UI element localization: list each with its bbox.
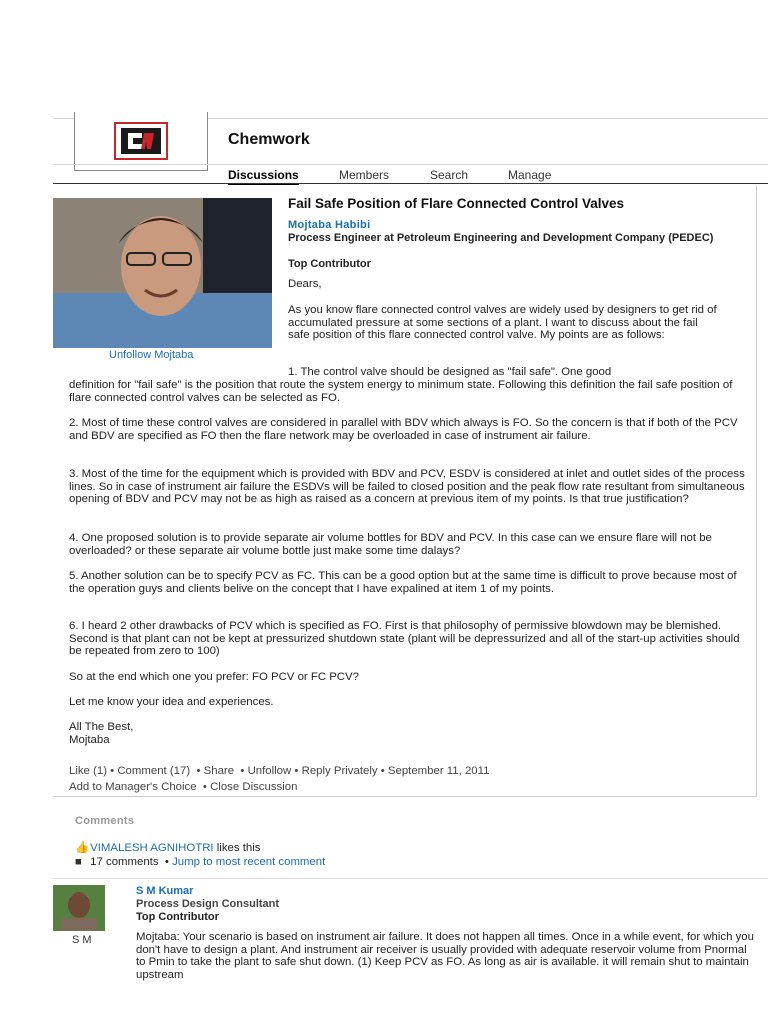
action-separator: • [110, 765, 115, 777]
comments-header: Comments [75, 815, 135, 827]
post-author-title: Process Engineer at Petroleum Engineering and Development Company (PEDEC) [288, 232, 714, 244]
tab-search[interactable]: Search [430, 168, 469, 182]
close-discussion-link[interactable]: Close Discussion [210, 781, 298, 793]
commenter-avatar[interactable] [53, 885, 105, 931]
post-point-5: 5. Another solution can be to specify PCV as FC. This can be a good option but at the same time is difficult to prove because most of the operation guys and clients belive on the concept that I have expalined at item 1 of my points. [69, 570, 737, 595]
comment-bubble-icon: ■ [75, 856, 82, 868]
author-photo-icon [53, 198, 272, 348]
unfollow-author-link[interactable]: Unfollow Mojtaba [109, 349, 194, 361]
post-point-1a: 1. The control valve should be designed as "fail safe". One good [288, 366, 612, 378]
post-author-badge: Top Contributor [288, 258, 371, 270]
action-separator: • [294, 765, 299, 777]
tab-members[interactable]: Members [339, 168, 390, 182]
post-author-name[interactable]: Mojtaba Habibi [288, 219, 371, 231]
post-point-2: 2. Most of time these control valves are considered in parallel with BDV which always is FO. So the concern is that if both of the PCV and BDV are specified as FO then the flare network may be overloaded in case of instrument air failure. [69, 417, 738, 442]
liker-name-link[interactable]: VIMALESH AGNIHOTRI [90, 842, 214, 854]
unfollow-link[interactable]: Unfollow [247, 765, 292, 777]
post-actions [69, 765, 489, 777]
post-admin-actions [69, 781, 297, 793]
action-separator: • [240, 765, 245, 777]
post-signoff: All The Best, [69, 721, 134, 733]
post-intro: As you know flare connected control valves are widely used by designers to get rid of accumulated pressure at some sections of a plant. I want to discuss about the fail safe position of this flare connected control valve. My points are as follows: [288, 304, 717, 342]
comment-body: Mojtaba: Your scenario is based on instrument air failure. It does not happen all times. Once in a while event, for which you don't have to design a plant. And instrument air receiver is usually provided with adequate reservoir volume from Pnormal to Pmin to take the plant to safe shut down. (1) Keep PCV as FO. As long as air is available. it will remain shut to maintain upstream [136, 931, 754, 982]
reply-privately-link[interactable]: Reply Privately [301, 765, 378, 777]
tabs-bottom-rule [53, 183, 768, 184]
post-date: September 11, 2011 [387, 765, 490, 777]
post-signature: Mojtaba [69, 734, 110, 746]
likes-suffix: likes this [216, 842, 261, 854]
tab-manage[interactable]: Manage [508, 168, 552, 182]
post-point-4: 4. One proposed solution is to provide separate air volume bottles for BDV and PCV. In this case can we ensure flare will not be overloaded? or these separate air volume bottle just make some time dalays? [69, 532, 712, 557]
comments-count: 17 comments [90, 856, 159, 868]
action-separator: • [196, 765, 201, 777]
group-name[interactable]: Chemwork [228, 131, 310, 148]
comment-divider [53, 878, 768, 879]
post-point-1b: definition for "fail safe" is the position that route the system energy to minimum state. Following this definition the fail safe position of flare connected control valves can be selected as FO. [69, 379, 733, 404]
commenter-title: Process Design Consultant [136, 898, 280, 910]
commenter-initials: S M [72, 934, 92, 946]
comment-link[interactable]: Comment (17) [117, 765, 191, 777]
like-link[interactable]: Like (1) [69, 765, 107, 777]
group-logo-icon [114, 122, 168, 160]
thumbs-up-icon: 👍 [75, 842, 90, 854]
likes-summary [75, 840, 260, 854]
post-greeting: Dears, [288, 278, 322, 290]
action-separator: • [202, 781, 207, 793]
group-logo-frame[interactable] [74, 112, 208, 171]
post-title[interactable]: Fail Safe Position of Flare Connected Control Valves [288, 196, 625, 211]
post-question: So at the end which one you prefer: FO PCV or FC PCV? [69, 671, 359, 683]
share-link[interactable]: Share [203, 765, 235, 777]
action-separator: • [164, 856, 169, 868]
jump-to-recent-link[interactable]: Jump to most recent comment [172, 856, 326, 868]
action-separator: • [380, 765, 385, 777]
commenter-badge: Top Contributor [136, 911, 219, 923]
post-point-6: 6. I heard 2 other drawbacks of PCV which is specified as FO. First is that philosophy of permissive blowdown may be blemished. Second is that plant can not be kept at pressurized shutdown state (plant will be depressurized and all of the start-up activities should be repeated from zero to 100) [69, 620, 740, 658]
commenter-name[interactable]: S M Kumar [136, 885, 194, 897]
post-point-3: 3. Most of the time for the equipment which is provided with BDV and PCV, ESDV is considered at inlet and outlet sides of the process lines. So in case of instrument air failure the ESDVs will be failed to closed position and the peak flow rate resultant from simultaneous opening of BDV and PCV may not be as high as raised as a concern at previous item of my points. Is that true justification? [69, 468, 745, 506]
post-ask: Let me know your idea and experiences. [69, 696, 274, 708]
commenter-photo-icon [53, 885, 105, 931]
tabs-top-rule [53, 164, 768, 165]
managers-choice-link[interactable]: Add to Manager's Choice [69, 781, 197, 793]
tab-discussions[interactable]: Discussions [228, 168, 299, 185]
author-avatar[interactable] [53, 198, 272, 348]
comments-count-line [75, 856, 325, 868]
